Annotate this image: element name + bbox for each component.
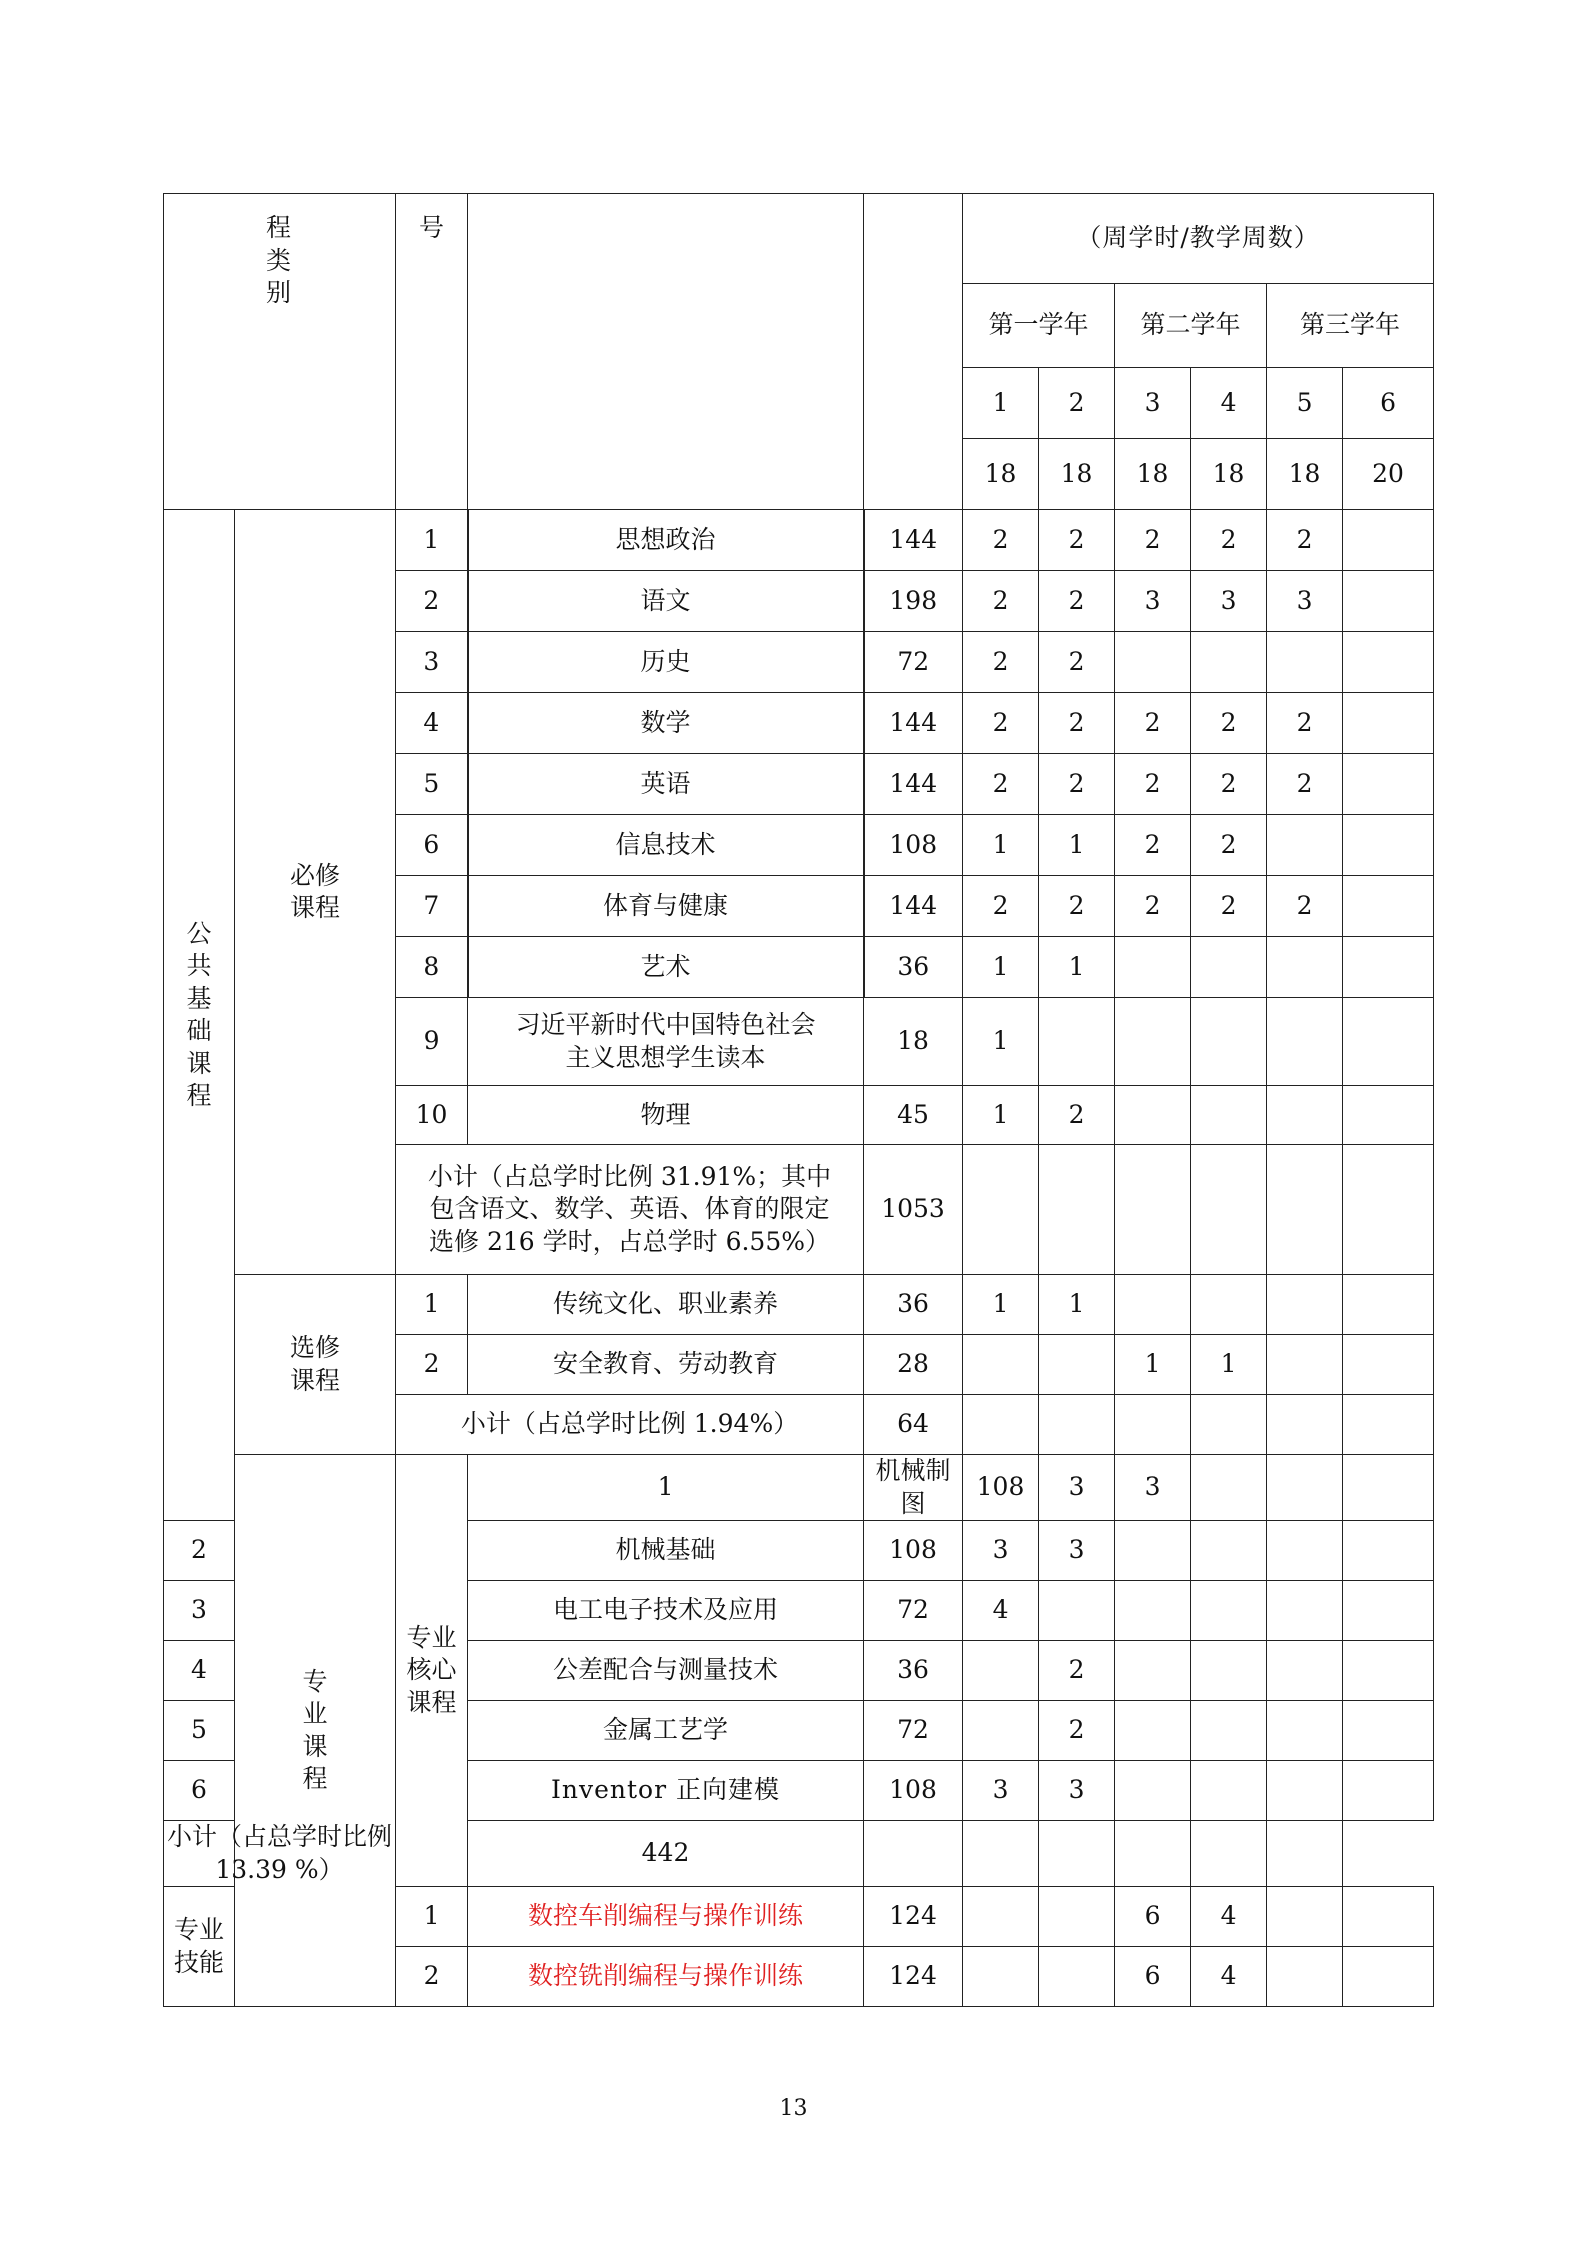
semester-hours: 2 <box>1191 693 1267 754</box>
type-skill-line: 专业 <box>173 1915 224 1944</box>
semester-hours: 2 <box>1267 693 1343 754</box>
semester-hours: 2 <box>1039 510 1115 571</box>
course-number: 1 <box>396 510 468 571</box>
semester-hours <box>1343 1455 1434 1521</box>
course-name: 思想政治 <box>468 510 864 571</box>
header-semester: 3 <box>1115 368 1191 439</box>
semester-hours: 4 <box>963 1581 1039 1641</box>
course-name: 安全教育、劳动教育 <box>468 1335 864 1395</box>
category-public-basic-line: 程 <box>186 1081 212 1110</box>
course-number: 4 <box>164 1641 235 1701</box>
semester-hours <box>1267 815 1343 876</box>
course-hours: 144 <box>864 754 963 815</box>
header-number: 号 <box>396 194 468 510</box>
type-core <box>396 1455 468 1887</box>
semester-hours <box>1343 754 1434 815</box>
header-category-line: 程 <box>266 213 292 242</box>
course-hours: 144 <box>864 510 963 571</box>
type-core-line: 课程 <box>406 1687 457 1717</box>
semester-hours: 2 <box>963 754 1039 815</box>
semester-hours <box>1115 1701 1191 1761</box>
semester-hours <box>1343 876 1434 937</box>
semester-hours: 2 <box>963 876 1039 937</box>
course-hours: 144 <box>864 876 963 937</box>
type-skill-line: 技能 <box>173 1947 224 1977</box>
page-number: 13 <box>779 2096 808 2121</box>
subtotal-required-line: 包含语文、数学、英语、体育的限定 <box>429 1194 830 1224</box>
header-year-2: 第二学年 <box>1115 284 1267 368</box>
semester-hours <box>1343 632 1434 693</box>
category-public-basic-line: 课 <box>186 1048 212 1078</box>
semester-hours <box>1039 1887 1115 1947</box>
semester-hours: 2 <box>1039 693 1115 754</box>
semester-hours <box>1039 1821 1115 1887</box>
semester-hours <box>1115 1821 1191 1887</box>
semester-hours: 3 <box>1115 571 1191 632</box>
semester-hours: 2 <box>1039 1641 1115 1701</box>
subtotal-elective: 小计（占总学时比例 1.94%） <box>396 1395 864 1455</box>
course-number: 4 <box>396 693 468 754</box>
semester-hours <box>1267 1395 1343 1455</box>
header-weeks: 18 <box>1267 439 1343 510</box>
category-public-basic-line: 础 <box>186 1016 212 1045</box>
semester-hours: 1 <box>963 1275 1039 1335</box>
course-hours: 28 <box>864 1335 963 1395</box>
semester-hours: 3 <box>963 1761 1039 1821</box>
type-core-line: 核心 <box>406 1655 457 1685</box>
course-number: 5 <box>164 1701 235 1761</box>
table-row <box>164 1821 1434 1887</box>
semester-hours <box>1191 1821 1267 1887</box>
semester-hours: 3 <box>1267 571 1343 632</box>
semester-hours <box>1267 998 1343 1086</box>
course-name: 电工电子技术及应用 <box>468 1581 864 1641</box>
header-weeks: 18 <box>1039 439 1115 510</box>
category-public-basic <box>164 510 235 1521</box>
semester-hours <box>1343 1581 1434 1641</box>
semester-hours <box>963 1887 1039 1947</box>
semester-hours <box>1267 1641 1343 1701</box>
semester-hours <box>1343 1145 1434 1275</box>
course-name: 历史 <box>468 632 864 693</box>
course-number: 6 <box>396 815 468 876</box>
header-semester: 1 <box>963 368 1039 439</box>
category-professional-line: 专 <box>302 1666 328 1696</box>
course-hours: 45 <box>864 1086 963 1145</box>
semester-hours <box>1039 1335 1115 1395</box>
semester-hours <box>1343 1086 1434 1145</box>
course-number: 1 <box>396 1887 468 1947</box>
semester-hours <box>1191 632 1267 693</box>
semester-hours: 1 <box>1039 815 1115 876</box>
subtotal-core: 小计（占总学时比例 13.39 %） <box>164 1821 396 1887</box>
semester-hours <box>1191 937 1267 998</box>
header-category <box>164 194 396 510</box>
semester-hours <box>1343 1641 1434 1701</box>
course-number: 3 <box>164 1581 235 1641</box>
semester-hours <box>1267 1455 1343 1521</box>
semester-hours <box>1267 632 1343 693</box>
semester-hours <box>1115 1581 1191 1641</box>
course-number: 6 <box>164 1761 235 1821</box>
course-hours: 72 <box>864 1581 963 1641</box>
type-skill <box>164 1887 235 2007</box>
semester-hours: 3 <box>1039 1521 1115 1581</box>
header-year-3: 第三学年 <box>1267 284 1434 368</box>
semester-hours: 1 <box>963 937 1039 998</box>
semester-hours <box>1343 1947 1434 2007</box>
type-core-line: 专业 <box>406 1622 457 1652</box>
semester-hours: 2 <box>1115 754 1191 815</box>
semester-hours <box>1267 1701 1343 1761</box>
subtotal-hours: 442 <box>468 1821 864 1887</box>
course-name: 机械基础 <box>468 1521 864 1581</box>
semester-hours <box>1115 632 1191 693</box>
semester-hours <box>1191 1145 1267 1275</box>
course-number: 1 <box>396 1275 468 1335</box>
semester-hours <box>1267 937 1343 998</box>
semester-hours <box>1267 1887 1343 1947</box>
semester-hours: 2 <box>1267 510 1343 571</box>
semester-hours <box>1191 1455 1267 1521</box>
semester-hours <box>1343 693 1434 754</box>
semester-hours: 2 <box>1191 510 1267 571</box>
semester-hours <box>1191 998 1267 1086</box>
course-hours: 108 <box>864 1521 963 1581</box>
semester-hours: 6 <box>1115 1947 1191 2007</box>
semester-hours: 6 <box>1115 1887 1191 1947</box>
subtotal-hours: 64 <box>864 1395 963 1455</box>
course-number: 9 <box>396 998 468 1086</box>
course-hours: 36 <box>864 1641 963 1701</box>
category-public-basic-line: 公 <box>186 918 212 948</box>
course-name: 信息技术 <box>468 815 864 876</box>
semester-hours: 3 <box>1115 1455 1191 1521</box>
semester-hours: 2 <box>1191 815 1267 876</box>
table-row <box>164 510 1434 571</box>
header-semester: 5 <box>1267 368 1343 439</box>
semester-hours: 3 <box>1039 1455 1115 1521</box>
semester-hours: 1 <box>1115 1335 1191 1395</box>
semester-hours <box>1267 1521 1343 1581</box>
course-number: 2 <box>396 1335 468 1395</box>
semester-hours: 2 <box>1039 632 1115 693</box>
semester-hours <box>1267 1581 1343 1641</box>
header-weeks: 18 <box>963 439 1039 510</box>
semester-hours <box>864 1821 963 1887</box>
semester-hours: 2 <box>963 632 1039 693</box>
semester-hours: 2 <box>963 693 1039 754</box>
semester-hours <box>1039 1145 1115 1275</box>
course-name: 英语 <box>468 754 864 815</box>
type-elective-line: 选修 <box>290 1333 341 1362</box>
semester-hours <box>1039 1395 1115 1455</box>
category-professional-line: 程 <box>302 1764 328 1793</box>
semester-hours <box>1115 1761 1191 1821</box>
header-category-line: 别 <box>266 278 292 307</box>
semester-hours <box>1115 1275 1191 1335</box>
course-name: 金属工艺学 <box>468 1701 864 1761</box>
subtotal-required-line: 小计（占总学时比例 31.91%；其中 <box>427 1161 832 1191</box>
semester-hours <box>1343 998 1434 1086</box>
semester-hours: 3 <box>1039 1761 1115 1821</box>
semester-hours <box>1267 1821 1343 1887</box>
table-row <box>164 1275 1434 1335</box>
semester-hours <box>1115 1145 1191 1275</box>
semester-hours: 1 <box>963 1086 1039 1145</box>
course-number: 7 <box>396 876 468 937</box>
subtotal-required-line: 选修 216 学时，占总学时 6.55%） <box>429 1226 830 1256</box>
semester-hours: 2 <box>1115 693 1191 754</box>
course-name: 物理 <box>468 1086 864 1145</box>
type-elective <box>235 1275 396 1455</box>
course-hours: 108 <box>864 1761 963 1821</box>
course-number: 8 <box>396 937 468 998</box>
semester-hours <box>1191 1395 1267 1455</box>
category-professional-line: 课 <box>302 1731 328 1761</box>
semester-hours: 2 <box>1039 754 1115 815</box>
semester-hours <box>1191 1761 1267 1821</box>
semester-hours <box>1039 1581 1115 1641</box>
course-name: 数控车削编程与操作训练 <box>468 1887 864 1947</box>
course-hours: 36 <box>864 1275 963 1335</box>
course-hours: 144 <box>864 693 963 754</box>
semester-hours <box>1191 1701 1267 1761</box>
header-weeks: 20 <box>1343 439 1434 510</box>
table-row <box>164 1455 1434 1521</box>
semester-hours: 2 <box>1191 876 1267 937</box>
course-number: 3 <box>396 632 468 693</box>
semester-hours <box>963 1947 1039 2007</box>
semester-hours <box>1191 1521 1267 1581</box>
header-total-hours <box>864 194 963 510</box>
semester-hours <box>1343 815 1434 876</box>
curriculum-table <box>163 193 1434 2007</box>
semester-hours: 2 <box>1267 754 1343 815</box>
course-name: 公差配合与测量技术 <box>468 1641 864 1701</box>
course-name: 数学 <box>468 693 864 754</box>
semester-hours <box>1115 1521 1191 1581</box>
semester-hours <box>1115 1086 1191 1145</box>
course-name: 艺术 <box>468 937 864 998</box>
type-required-line: 必修 <box>290 860 341 890</box>
header-semester: 2 <box>1039 368 1115 439</box>
semester-hours: 3 <box>1191 571 1267 632</box>
semester-hours <box>1115 937 1191 998</box>
semester-hours <box>1343 1395 1434 1455</box>
semester-hours <box>1343 1701 1434 1761</box>
header-semester: 6 <box>1343 368 1434 439</box>
semester-hours <box>1267 1275 1343 1335</box>
semester-hours <box>1191 1086 1267 1145</box>
semester-hours <box>1343 1521 1434 1581</box>
semester-hours: 2 <box>1267 876 1343 937</box>
semester-hours: 4 <box>1191 1947 1267 2007</box>
semester-hours: 2 <box>963 510 1039 571</box>
course-name <box>468 998 864 1086</box>
semester-hours: 1 <box>1191 1335 1267 1395</box>
semester-hours: 2 <box>1115 815 1191 876</box>
semester-hours <box>1343 1275 1434 1335</box>
course-number: 5 <box>396 754 468 815</box>
semester-hours <box>963 1641 1039 1701</box>
semester-hours <box>1039 998 1115 1086</box>
semester-hours: 2 <box>963 571 1039 632</box>
semester-hours: 2 <box>1039 571 1115 632</box>
course-hours: 108 <box>864 815 963 876</box>
semester-hours <box>1343 937 1434 998</box>
semester-hours <box>1343 1335 1434 1395</box>
semester-hours <box>1191 1581 1267 1641</box>
semester-hours <box>1115 1641 1191 1701</box>
semester-hours: 2 <box>1039 1701 1115 1761</box>
semester-hours <box>1267 1947 1343 2007</box>
semester-hours <box>963 1821 1039 1887</box>
semester-hours <box>1267 1145 1343 1275</box>
semester-hours <box>1115 1395 1191 1455</box>
header-weeks: 18 <box>1191 439 1267 510</box>
header-semester: 4 <box>1191 368 1267 439</box>
category-professional <box>235 1455 396 2007</box>
course-hours: 72 <box>864 1701 963 1761</box>
header-weekly-hours: （周学时/教学周数） <box>963 194 1434 284</box>
course-name-line: 习近平新时代中国特色社会 <box>515 1010 816 1039</box>
course-hours: 18 <box>864 998 963 1086</box>
header-course-name <box>468 194 864 510</box>
course-name: 机械制图 <box>864 1455 963 1521</box>
semester-hours <box>1191 1641 1267 1701</box>
course-hours: 108 <box>963 1455 1039 1521</box>
semester-hours <box>1267 1086 1343 1145</box>
course-number: 2 <box>396 571 468 632</box>
course-name: 语文 <box>468 571 864 632</box>
semester-hours: 1 <box>1039 1275 1115 1335</box>
semester-hours <box>1343 571 1434 632</box>
course-number: 10 <box>396 1086 468 1145</box>
header-weeks: 18 <box>1115 439 1191 510</box>
subtotal-hours: 1053 <box>864 1145 963 1275</box>
course-hours: 36 <box>864 937 963 998</box>
semester-hours: 2 <box>1039 876 1115 937</box>
semester-hours: 2 <box>1115 510 1191 571</box>
semester-hours: 1 <box>1039 937 1115 998</box>
semester-hours: 1 <box>963 998 1039 1086</box>
course-number: 2 <box>164 1521 235 1581</box>
course-number: 2 <box>396 1947 468 2007</box>
semester-hours <box>1343 1887 1434 1947</box>
course-number: 1 <box>468 1455 864 1521</box>
category-public-basic-line: 基 <box>186 983 212 1013</box>
semester-hours <box>963 1145 1039 1275</box>
semester-hours: 2 <box>1191 754 1267 815</box>
type-required <box>235 510 396 1275</box>
semester-hours <box>963 1335 1039 1395</box>
semester-hours <box>963 1395 1039 1455</box>
semester-hours <box>1267 1761 1343 1821</box>
category-public-basic-line: 共 <box>186 951 212 980</box>
course-name: Inventor 正向建模 <box>468 1761 864 1821</box>
semester-hours: 4 <box>1191 1887 1267 1947</box>
semester-hours: 1 <box>963 815 1039 876</box>
course-hours: 72 <box>864 632 963 693</box>
course-hours: 198 <box>864 571 963 632</box>
semester-hours <box>963 1701 1039 1761</box>
semester-hours: 3 <box>963 1521 1039 1581</box>
type-elective-line: 课程 <box>290 1365 341 1395</box>
header-year-1: 第一学年 <box>963 284 1115 368</box>
course-name-line: 主义思想学生读本 <box>565 1042 766 1072</box>
table-row <box>164 194 1434 284</box>
semester-hours <box>1039 1947 1115 2007</box>
header-category-line: 类 <box>266 245 292 275</box>
semester-hours <box>1343 510 1434 571</box>
semester-hours <box>1115 998 1191 1086</box>
course-hours: 124 <box>864 1947 963 2007</box>
course-name: 数控铣削编程与操作训练 <box>468 1947 864 2007</box>
course-hours: 124 <box>864 1887 963 1947</box>
semester-hours: 2 <box>1115 876 1191 937</box>
semester-hours <box>1191 1275 1267 1335</box>
course-name: 体育与健康 <box>468 876 864 937</box>
subtotal-required <box>396 1145 864 1275</box>
semester-hours <box>1343 1761 1434 1821</box>
type-required-line: 课程 <box>290 893 341 922</box>
course-name: 传统文化、职业素养 <box>468 1275 864 1335</box>
category-professional-line: 业 <box>302 1699 328 1728</box>
semester-hours <box>1267 1335 1343 1395</box>
semester-hours: 2 <box>1039 1086 1115 1145</box>
